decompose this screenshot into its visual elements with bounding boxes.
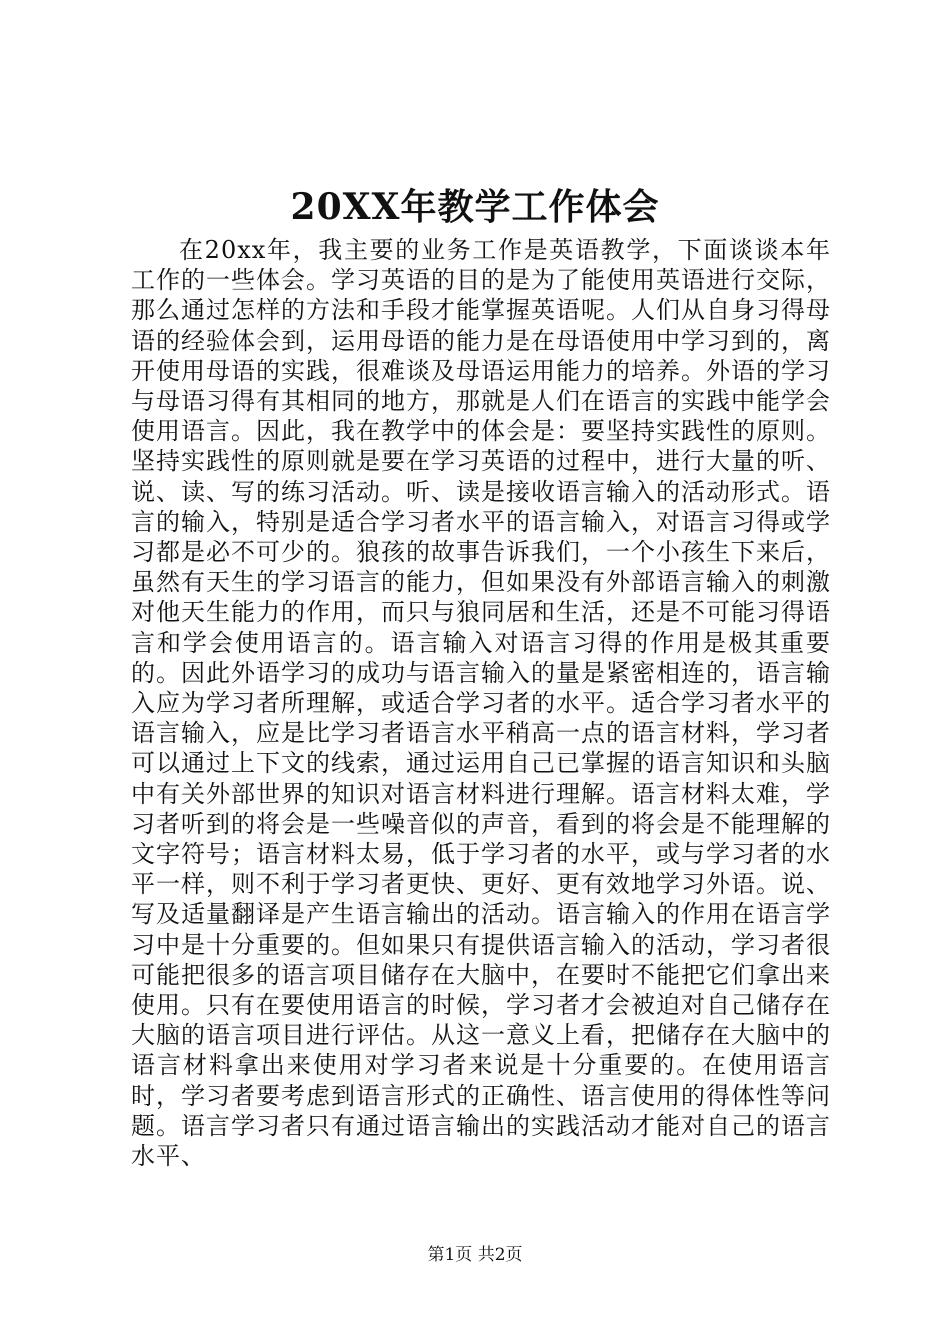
document-title: 20XX年教学工作体会 <box>290 186 660 228</box>
body-paragraph: 在20xx年，我主要的业务工作是英语教学，下面谈谈本年工作的一些体会。学习英语的目的是为了能使用英语进行交际，那么通过怎样的方法和手段才能掌握英语呢。人们从自身习得母语的经验体会到，运用母语的能力是在母语使用中学习到的，离开使用母语的实践，很难谈及母语运用能力的培养。外语的学习与母语习得有其相同的地方，那就是人们在语言的实践中能学会使用语言。因此，我在教学中的体会是：要坚持实践性的原则。坚持实践性的原则就是要在学习英语的过程中，进行大量的听、说、读、写的练习活动。听、读是接收语言输入的活动形式。语言的输入，特别是适合学习者水平的语言输入，对语言习得或学习都是必不可少的。狼孩的故事告诉我们，一个小孩生下来后，虽然有天生的学习语言的能力，但如果没有外部语言输入的刺激对他天生能力的作用，而只与狼同居和生活，还是不可能习得语言和学会使用语言的。语言输入对语言习得的作用是极其重要的。因此外语学习的成功与语言输入的量是紧密相连的，语言输入应为学习者所理解，或适合学习者的水平。适合学习者水平的语言输入，应是比学习者语言水平稍高一点的语言材料，学习者可以通过上下文的线索，通过运用自己已掌握的语言知识和头脑中有关外部世界的知识对语言材料进行理解。语言材料太难，学习者听到的将会是一些噪音似的声音，看到的将会是不能理解的文字符号；语言材料太易，低于学习者的水平，或与学习者的水平一样，则不利于学习者更快、更好、更有效地学习外语。说、写及适量翻译是产生语言输出的活动。语言输入的作用在语言学习中是十分重要的。但如果只有提供语言输入的活动，学习者很可能把很多的语言项目储存在大脑中，在要时不能把它们拿出来使用。只有在要使用语言的时候，学习者才会被迫对自己储存在大脑的语言项目进行评估。从这一意义上看，把储存在大脑中的语言材料拿出来使用对学习者来说是十分重要的。在使用语言时，学习者要考虑到语言形式的正确性、语言使用的得体性等问题。语言学习者只有通过语言输出的实践活动才能对自己的语言水平、 <box>131 236 831 1171</box>
page-number-footer: 第1页 共2页 <box>427 1245 523 1265</box>
